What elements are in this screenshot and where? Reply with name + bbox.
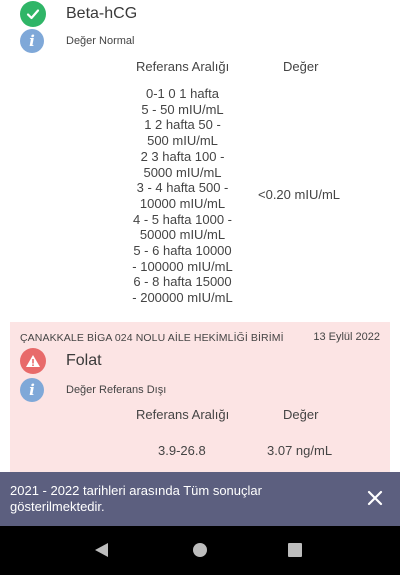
reference-range-header: Referans Aralığı	[136, 59, 230, 74]
result-date: 13 Eylül 2022	[313, 331, 380, 343]
result-value: 3.07 ng/mL	[267, 443, 333, 458]
close-icon[interactable]	[364, 487, 386, 509]
lab-name: ÇANAKKALE BİGA 024 NOLU AİLE HEKİMLİĞİ BİRİMİ	[20, 332, 284, 344]
value-header: Değer	[283, 59, 319, 74]
reference-range-line: 1 2 hafta 50 -	[144, 117, 221, 133]
reference-range-line: - 200000 mIU/mL	[132, 290, 233, 306]
info-icon[interactable]: i	[20, 29, 44, 53]
reference-range-value: 3.9-26.8	[158, 443, 206, 458]
status-text: Değer Referans Dışı	[66, 384, 167, 396]
reference-range-line: 4 - 5 hafta 1000 -	[132, 211, 232, 227]
result-card-folat[interactable]	[10, 322, 390, 482]
reference-range-line: 500 mIU/mL	[147, 133, 218, 149]
check-icon	[20, 1, 46, 27]
warning-icon	[20, 348, 46, 374]
home-icon[interactable]	[193, 543, 207, 557]
test-header	[20, 1, 137, 27]
reference-range-line: - 100000 mIU/mL	[132, 258, 233, 274]
back-icon[interactable]	[95, 543, 108, 557]
status-text: Değer Normal	[66, 35, 135, 47]
reference-range-line: 5 - 50 mIU/mL	[141, 101, 224, 117]
system-navigation-bar	[0, 526, 400, 575]
result-value: <0.20 mIU/mL	[258, 187, 341, 202]
reference-range-line: 3 - 4 hafta 500 -	[136, 180, 229, 196]
reference-range-line: 0-1 0 1 hafta	[146, 86, 219, 101]
value-header: Değer	[283, 407, 319, 422]
reference-range-line: 50000 mIU/mL	[139, 227, 226, 243]
recent-apps-icon[interactable]	[288, 543, 302, 557]
snackbar	[0, 472, 400, 526]
status-row	[20, 378, 166, 402]
status-row	[20, 29, 134, 53]
reference-range-line: 6 - 8 hafta 15000	[133, 274, 232, 290]
snackbar-message: 2021 - 2022 tarihleri arasında Tüm sonuçlar gösterilmektedir.	[10, 483, 262, 514]
reference-range-line: 5 - 6 hafta 10000	[133, 243, 232, 259]
reference-range-list	[120, 86, 245, 306]
test-name: Folat	[66, 352, 102, 369]
reference-range-line: 10000 mIU/mL	[139, 195, 226, 211]
test-header	[20, 348, 102, 374]
reference-range-header: Referans Aralığı	[136, 407, 230, 422]
test-name: Beta-hCG	[66, 5, 138, 22]
info-icon[interactable]: i	[20, 378, 44, 402]
reference-range-line: 5000 mIU/mL	[143, 164, 222, 180]
reference-range-line: 2 3 hafta 100 -	[140, 148, 225, 164]
